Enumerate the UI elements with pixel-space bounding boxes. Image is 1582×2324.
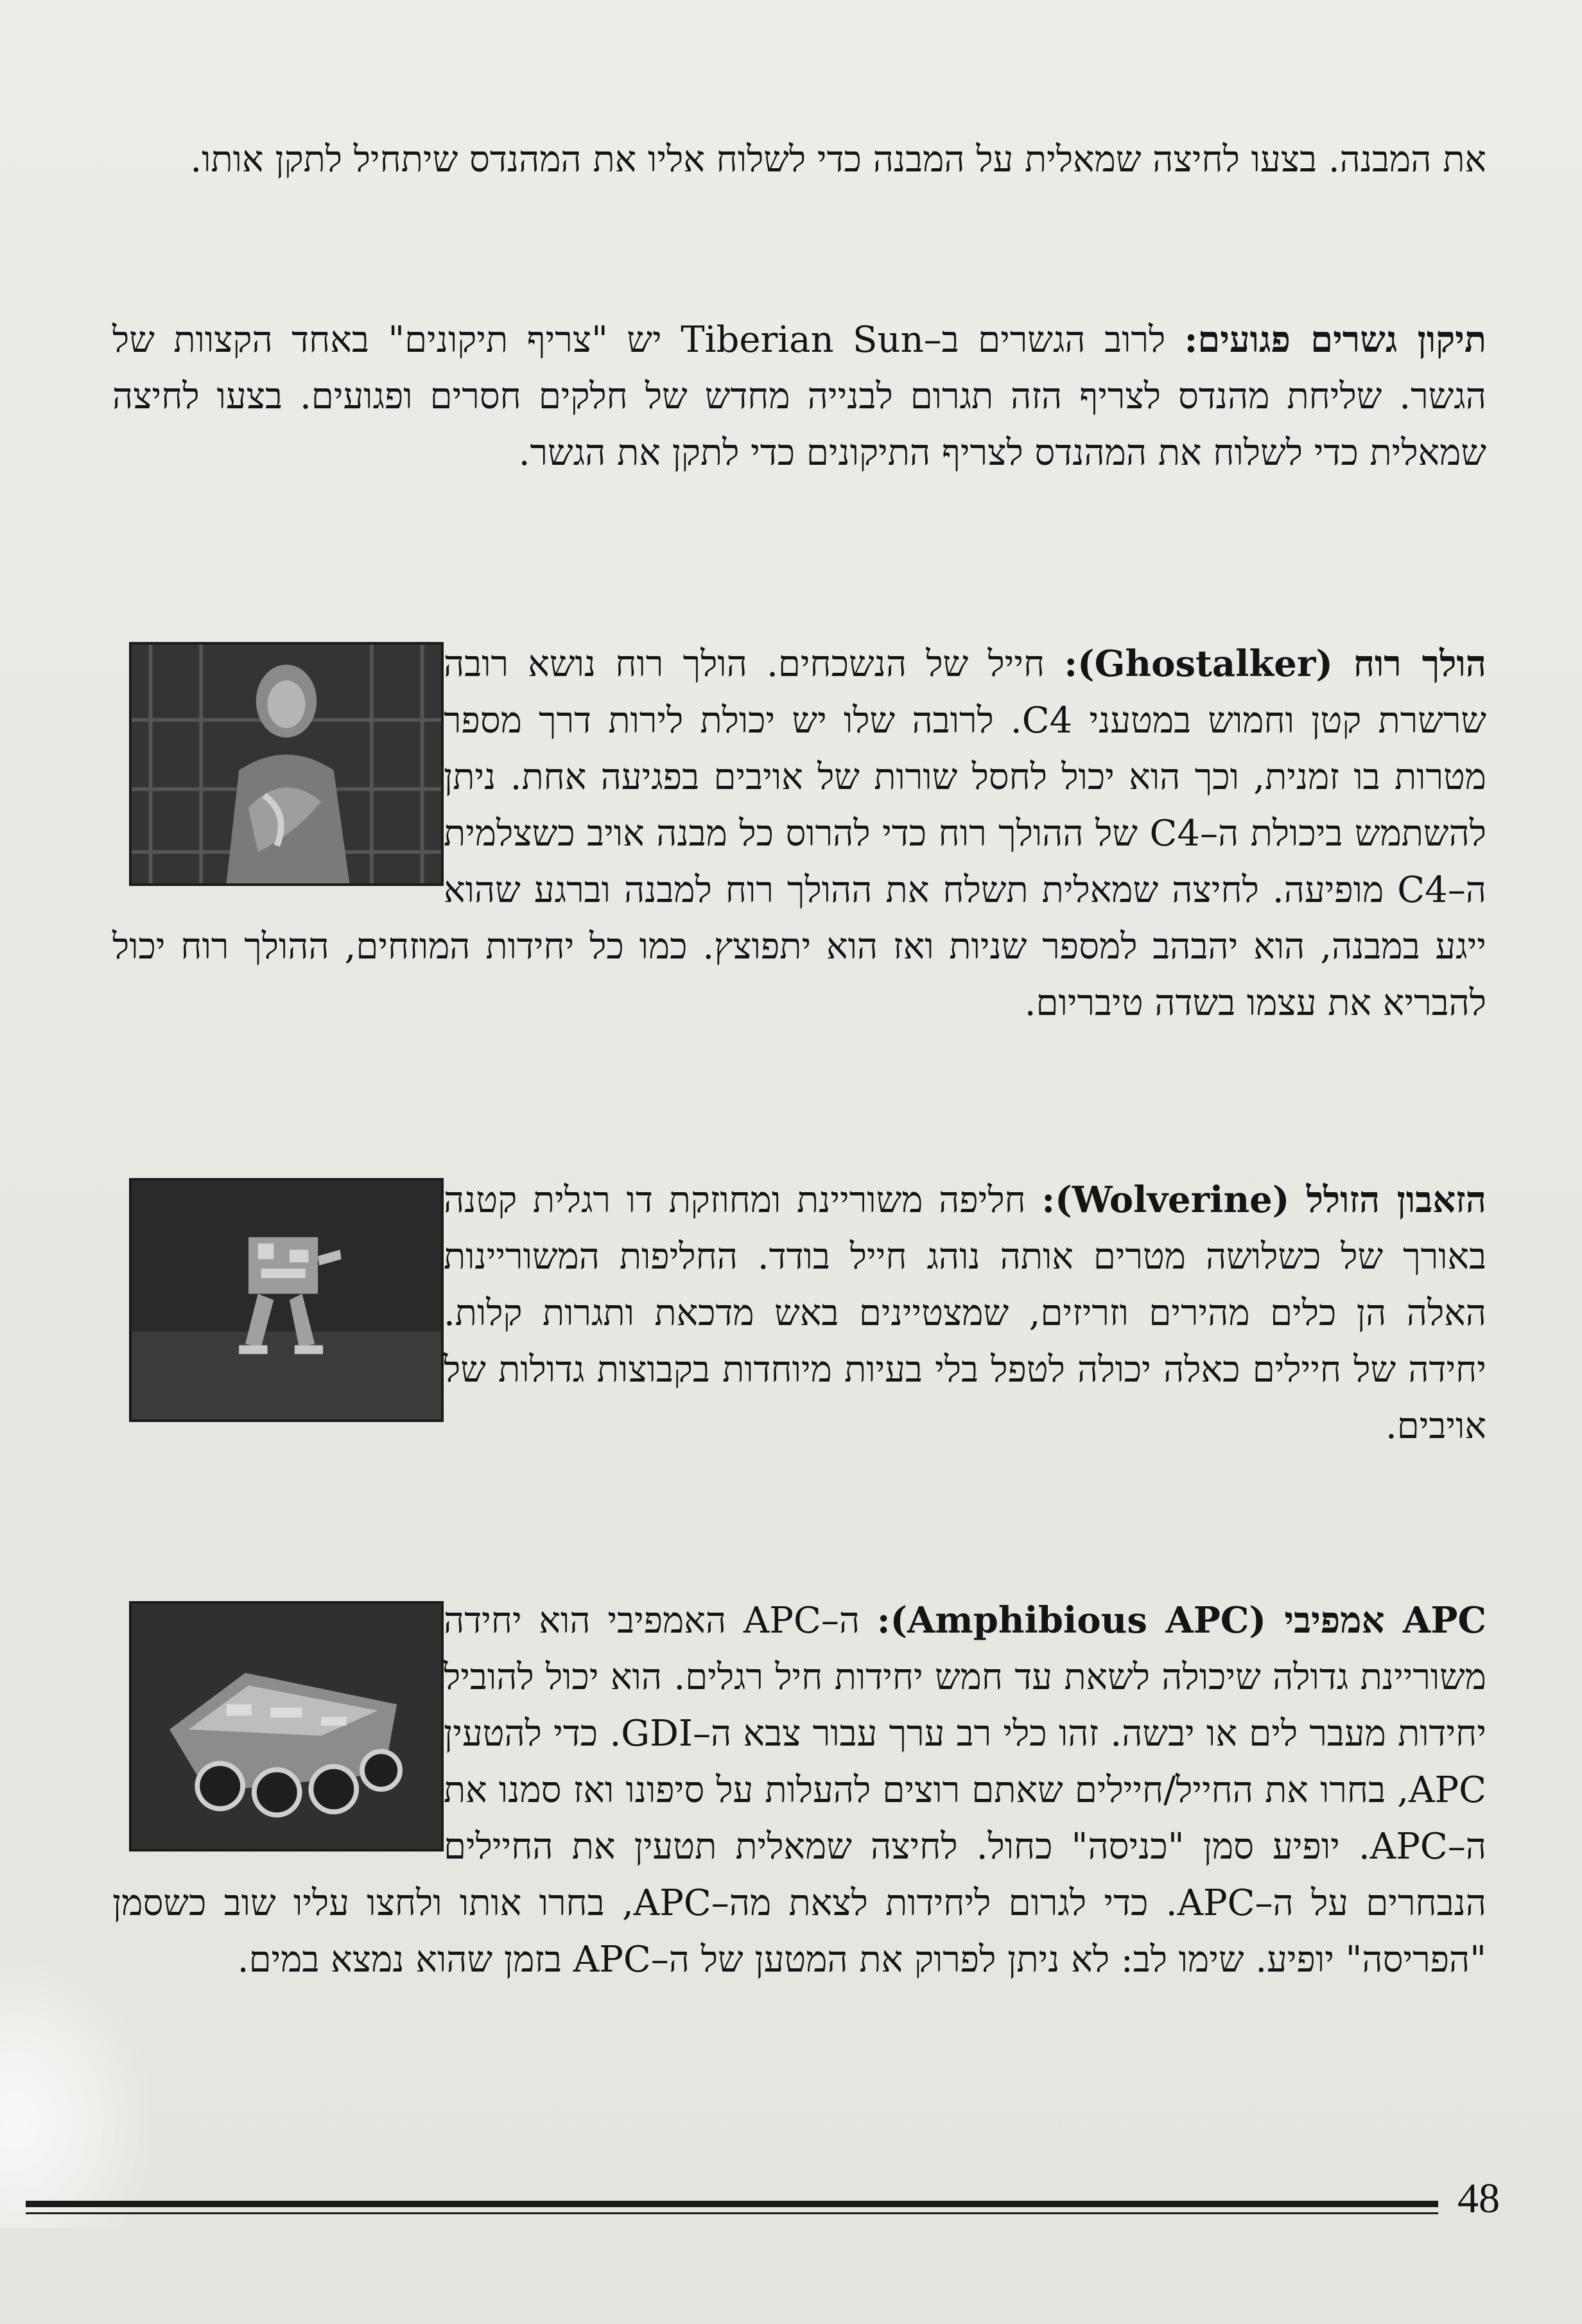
bridges-body: לרוב הגשרים ב–Tiberian Sun יש "צריף תיקונים" באחד הקצוות של הגשר. שליחת מהנדס לצריף הזה תגרום לבנייה מחדש של חלקים חסרים ופגועים. בצעו לחיצה שמאלית כדי לשלוח את המהנדס לצריף התיקונים כדי לתקן את הגשר. — [112, 319, 1486, 474]
intro-text: את המבנה. בצעו לחיצה שמאלית על המבנה כדי לשלוח אליו את המהנדס שיתחיל לתקן אותו. — [190, 139, 1486, 180]
bridges-term: תיקון גשרים פגועים: — [1184, 318, 1487, 361]
apc-image — [129, 1601, 444, 1851]
wolverine-section — [112, 1172, 1486, 1455]
wolverine-image — [129, 1178, 444, 1422]
footer-rule — [26, 2201, 1438, 2207]
ghostalker-image — [129, 642, 444, 886]
ghostalker-term: הולך רוח (Ghostalker): — [1064, 643, 1486, 685]
bridges-text — [112, 311, 1486, 481]
wolverine-term: הזאבון הזולל (Wolverine): — [1041, 1179, 1487, 1221]
apc-section — [112, 1592, 1486, 1988]
ghostalker-body: חייל של הנשכחים. הולך רוח נושא רובה שרשרת קטן וחמוש במטעני C4. לרובה שלו יש יכולת לירות דרך מספר מטרות בו זמנית, וכך הוא יכול לחסל שורות של אויבים בפגיעה אחת. ניתן להשתמש ביכולת ה–C4 של ההולך רוח כדי להרוס כל מבנה אויב כשצלמית ה–C4 מופיעה. לחיצה שמאלית תשלח את ההולך רוח למבנה וברגע שהוא ייגע במבנה, הוא יהבהב למספר שניות ואז הוא יתפוצץ. כמו כל יחידות המוזחים, ההולך רוח יכול להבריא את עצמו בשדה טיבריום. — [112, 643, 1487, 1024]
intro-paragraph — [112, 132, 1486, 188]
wolverine-body: חליפה משוריינת ומחוזקת דו רגלית קטנה באורך של כשלושה מטרים אותה נוהג חייל בודד. החליפות המשוריינות האלה הן כלים מהירים וזריזים, שמצטיינים באש מדכאת ותגרות קלות. יחידה של חיילים כאלה יכולה לטפל בלי בעיות מיוחדות בקבוצות גדולות של אויבים. — [444, 1179, 1486, 1447]
ghostalker-section — [112, 636, 1486, 1032]
footer-rule-thin — [26, 2212, 1438, 2214]
apc-term: APC אמפיבי (Amphibious APC): — [876, 1599, 1487, 1642]
page-smudge — [0, 1958, 148, 2228]
bridges-paragraph — [112, 311, 1486, 481]
page-number: 48 — [1457, 2175, 1500, 2222]
apc-body: ה–APC האמפיבי הוא יחידה משוריינת גדולה שיכולה לשאת עד חמש יחידות חיל רגלים. הוא יכול להוביל יחידות מעבר לים או יבשה. זהו כלי רב ערך עבור צבא ה–GDI. כדי להטעין APC, בחרו את החייל/חיילים שאתם רוצים להעלות על סיפונו ואז סמנו את ה–APC. יופיע סמן "כניסה" כחול. לחיצה שמאלית תטעין את החיילים הנבחרים על ה–APC. כדי לגרום ליחידות לצאת מה–APC, בחרו אותו ולחצו עליו שוב כשסמן "הפריסה" יופיע. שימו לב: לא ניתן לפרוק את המטען של ה–APC בזמן שהוא נמצא במים. — [112, 1600, 1487, 1981]
